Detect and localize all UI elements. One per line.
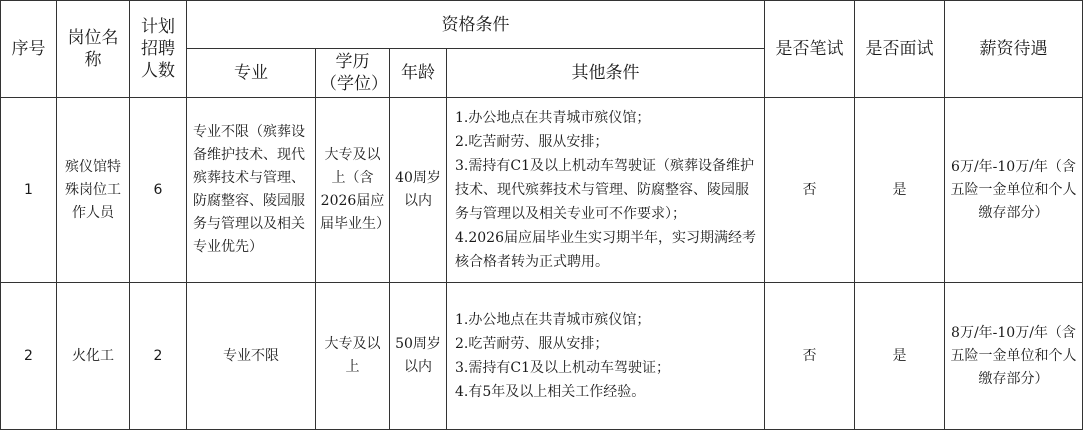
row-position: 殡仪馆特殊岗位工作人员 (57, 98, 130, 283)
table-row (1, 98, 1083, 283)
header-row-1 (1, 1, 1083, 49)
header-major: 专业 (187, 49, 316, 98)
row-conditions (447, 98, 765, 283)
row-interview: 是 (855, 283, 945, 430)
row-plan: 2 (130, 283, 187, 430)
row-education: 大专及以上 (316, 283, 390, 430)
row-seq: 1 (1, 98, 57, 283)
row-plan: 6 (130, 98, 187, 283)
row-education: 大专及以上（含2026届应届毕业生） (316, 98, 390, 283)
condition-item: 1.办公地点在共青城市殡仪馆； (455, 312, 651, 328)
header-education: 学历（学位） (316, 49, 390, 98)
row-conditions (447, 283, 765, 430)
header-age: 年龄 (390, 49, 447, 98)
row-salary: 6万/年-10万/年（含五险一金单位和个人缴存部分） (945, 98, 1083, 283)
row-salary: 8万/年-10万/年（含五险一金单位和个人缴存部分） (945, 283, 1083, 430)
row-major: 专业不限 (187, 283, 316, 430)
header-seq: 序号 (1, 1, 57, 98)
row-major: 专业不限（殡葬设备维护技术、现代殡葬技术与管理、防腐整容、陵园服务与管理以及相关专业优先） (187, 98, 316, 283)
header-plan: 计划招聘人数 (130, 1, 187, 98)
header-position: 岗位名称 (57, 1, 130, 98)
row-age: 40周岁以内 (390, 98, 447, 283)
header-interview: 是否面试 (855, 1, 945, 98)
header-qualifications: 资格条件 (187, 1, 765, 49)
row-written-exam: 否 (765, 283, 855, 430)
condition-item: 3.需持有C1及以上机动车驾驶证； (455, 360, 670, 376)
condition-item: 3.需持有C1及以上机动车驾驶证（殡葬设备维护技术、现代殡葬技术与管理、防腐整容、陵园服务与管理以及相关专业可不作要求）； (455, 158, 754, 222)
table-row (1, 283, 1083, 430)
header-other: 其他条件 (447, 49, 765, 98)
row-age: 50周岁以内 (390, 283, 447, 430)
header-salary: 薪资待遇 (945, 1, 1083, 98)
header-written-exam: 是否笔试 (765, 1, 855, 98)
condition-item: 4.2026届应届毕业生实习期半年，实习期满经考核合格者转为正式聘用。 (455, 230, 756, 270)
condition-item: 2.吃苦耐劳、服从安排； (455, 134, 609, 150)
row-seq: 2 (1, 283, 57, 430)
condition-item: 1.办公地点在共青城市殡仪馆； (455, 110, 651, 126)
row-position: 火化工 (57, 283, 130, 430)
row-written-exam: 否 (765, 98, 855, 283)
condition-item: 2.吃苦耐劳、服从安排； (455, 336, 609, 352)
condition-item: 4.有5年及以上相关工作经验。 (455, 384, 646, 400)
row-interview: 是 (855, 98, 945, 283)
